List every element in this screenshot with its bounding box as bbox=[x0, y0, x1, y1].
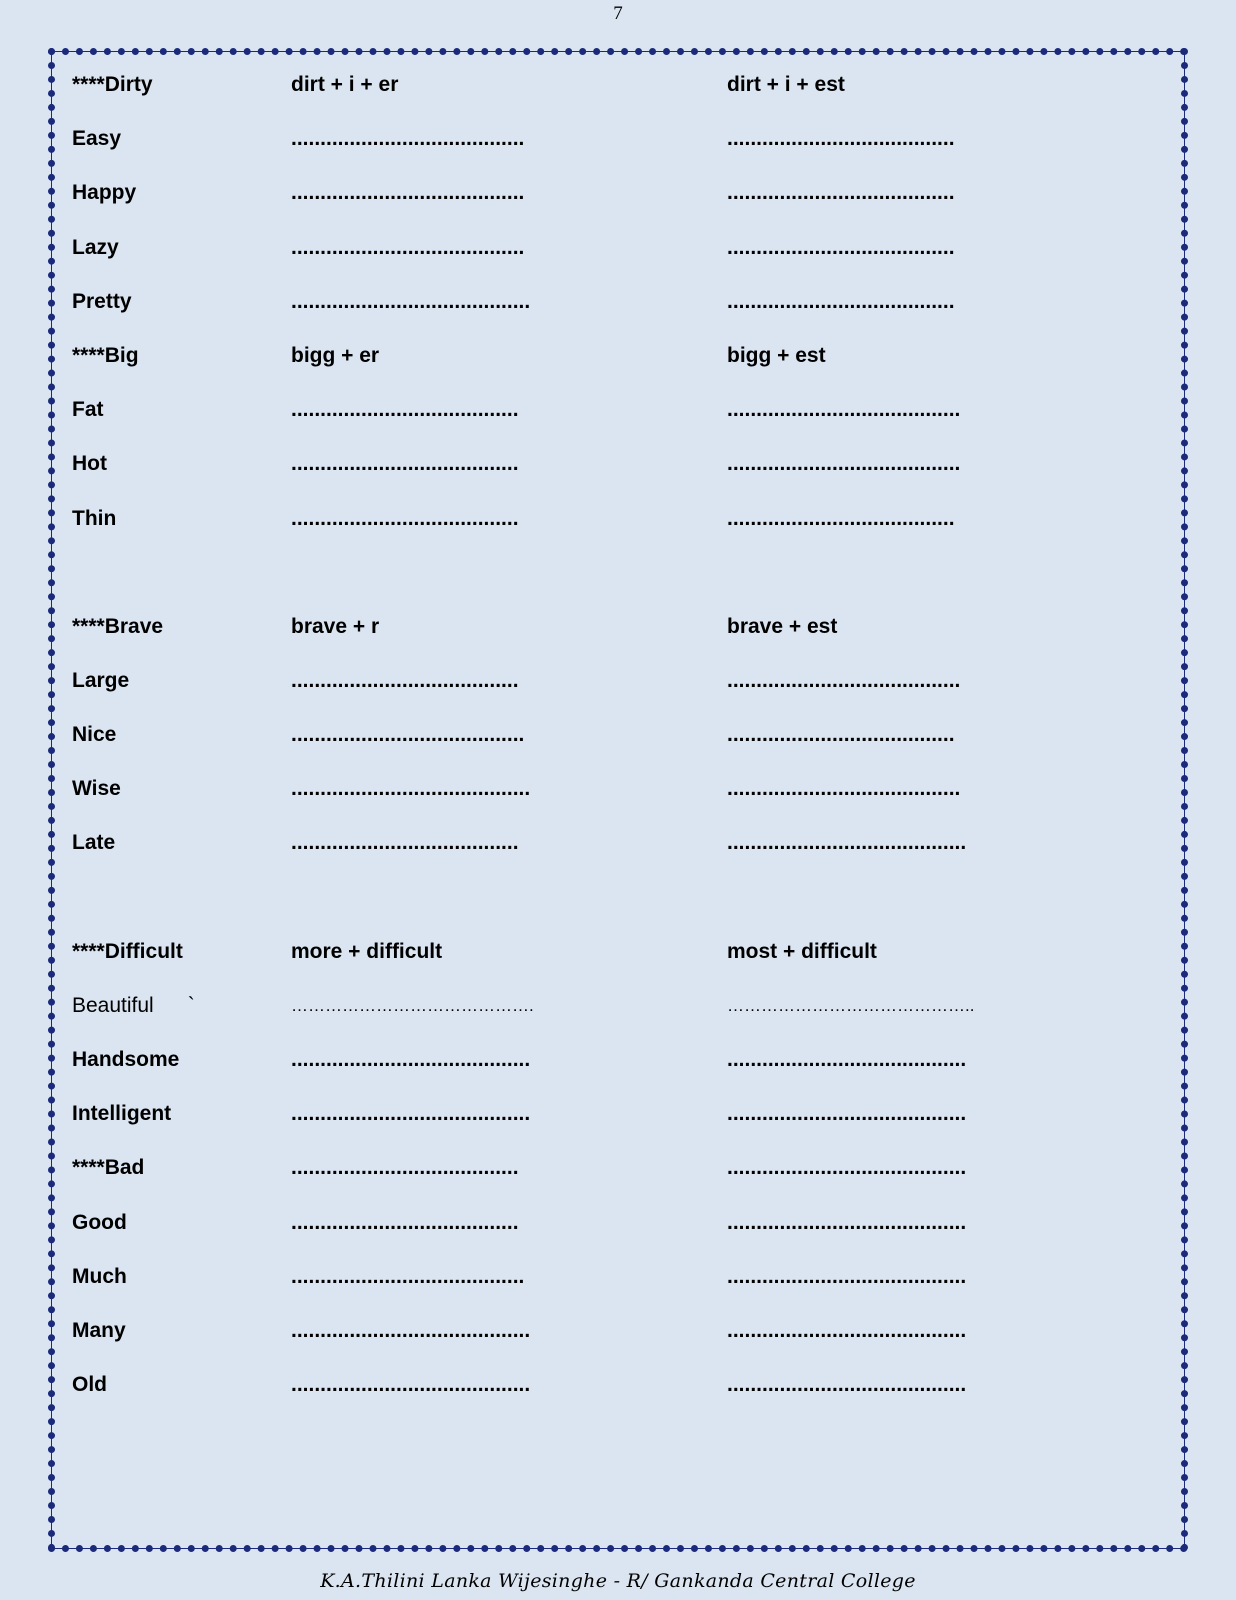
table-row-nice bbox=[72, 720, 1152, 774]
stray-mark: ` bbox=[187, 993, 195, 1017]
superlative-blank: ....................................... bbox=[727, 289, 955, 313]
superlative-blank: ......................................... bbox=[727, 1156, 967, 1180]
word-cell: Thin bbox=[72, 506, 117, 530]
word-cell: Fat bbox=[72, 398, 104, 422]
word-cell: Easy bbox=[72, 127, 122, 151]
superlative-blank: ....................................... bbox=[727, 235, 955, 259]
word-cell: Late bbox=[72, 831, 116, 855]
word-cell bbox=[72, 991, 195, 1021]
comparative-blank: ....................................... bbox=[291, 1156, 519, 1180]
word-cell: Good bbox=[72, 1210, 127, 1234]
table-row-much bbox=[72, 1262, 1152, 1316]
comparative-blank: ......................................... bbox=[291, 289, 531, 313]
superlative-blank: ......................................... bbox=[727, 1264, 967, 1288]
word-cell: Many bbox=[72, 1318, 126, 1342]
table-row-handsome bbox=[72, 1045, 1152, 1099]
word-cell: ****Difficult bbox=[72, 939, 183, 963]
comparative-blank: ....................................... bbox=[291, 668, 519, 692]
superlative-blank: ......................................... bbox=[727, 1048, 967, 1071]
word-text: Beautiful bbox=[72, 993, 154, 1017]
word-cell: Much bbox=[72, 1264, 127, 1288]
table-row-good bbox=[72, 1208, 1152, 1262]
superlative-cell: most + difficult bbox=[727, 939, 877, 963]
superlative-blank: ......................................... bbox=[727, 1318, 967, 1342]
word-cell: ****Big bbox=[72, 343, 139, 367]
table-row-lazy bbox=[72, 233, 1152, 287]
word-cell: Pretty bbox=[72, 289, 132, 313]
table-row-old bbox=[72, 1370, 1152, 1424]
superlative-blank: ........................................ bbox=[727, 398, 961, 422]
word-cell: Large bbox=[72, 668, 130, 692]
comparative-blank: ……………………………………. bbox=[291, 995, 534, 1015]
superlative-blank: ......................................... bbox=[727, 831, 967, 855]
table-row-happy bbox=[72, 178, 1152, 232]
word-cell: Intelligent bbox=[72, 1102, 172, 1126]
superlative-blank: ....................................... bbox=[727, 723, 955, 747]
comparative-cell: bigg + er bbox=[291, 343, 380, 367]
table-row-fat bbox=[72, 395, 1152, 449]
comparison-table bbox=[72, 70, 1152, 1424]
comparative-blank: ........................................ bbox=[291, 127, 525, 151]
word-cell: Happy bbox=[72, 181, 137, 205]
superlative-blank: ......................................... bbox=[727, 1210, 967, 1234]
table-row-thin bbox=[72, 504, 1152, 558]
word-cell: Wise bbox=[72, 777, 121, 801]
superlative-blank: ........................................ bbox=[727, 452, 961, 476]
page-number: 7 bbox=[613, 3, 623, 24]
table-row-hot bbox=[72, 449, 1152, 503]
comparative-blank: ........................................ bbox=[291, 235, 525, 259]
word-cell: Hot bbox=[72, 452, 107, 476]
comparative-cell: brave + r bbox=[291, 614, 380, 638]
word-cell: Lazy bbox=[72, 235, 119, 259]
superlative-cell: bigg + est bbox=[727, 343, 826, 367]
comparative-blank: ......................................... bbox=[291, 1048, 531, 1071]
superlative-blank: …………………………………….. bbox=[727, 995, 975, 1015]
table-row-dirty bbox=[72, 70, 1152, 124]
superlative-blank: ......................................... bbox=[727, 1102, 967, 1126]
superlative-blank: ....................................... bbox=[727, 506, 955, 530]
comparative-blank: ....................................... bbox=[291, 398, 519, 422]
table-row-many bbox=[72, 1316, 1152, 1370]
superlative-blank: ....................................... bbox=[727, 181, 955, 205]
table-row-easy bbox=[72, 124, 1152, 178]
table-row-difficult bbox=[72, 937, 1152, 991]
table-row-late bbox=[72, 828, 1152, 882]
comparative-blank: ......................................... bbox=[291, 777, 531, 801]
word-cell: ****Brave bbox=[72, 614, 164, 638]
comparative-blank: ......................................... bbox=[291, 1373, 531, 1397]
word-cell: ****Bad bbox=[72, 1156, 145, 1180]
comparative-blank: ........................................ bbox=[291, 181, 525, 205]
table-row-wise bbox=[72, 774, 1152, 828]
superlative-blank: ........................................ bbox=[727, 777, 961, 801]
table-row-big bbox=[72, 341, 1152, 395]
comparative-blank: ....................................... bbox=[291, 506, 519, 530]
superlative-blank: ......................................... bbox=[727, 1373, 967, 1397]
superlative-cell: brave + est bbox=[727, 614, 838, 638]
table-row-brave bbox=[72, 612, 1152, 666]
comparative-cell: dirt + i + er bbox=[291, 73, 399, 96]
table-row-large bbox=[72, 666, 1152, 720]
superlative-blank: ........................................ bbox=[727, 668, 961, 692]
comparative-blank: ......................................... bbox=[291, 1102, 531, 1126]
footer-author-school: K.A.Thilini Lanka Wijesinghe - R/ Gankanda Central College bbox=[320, 1570, 916, 1592]
superlative-blank: ....................................... bbox=[727, 127, 955, 151]
table-row-intelligent bbox=[72, 1099, 1152, 1153]
superlative-cell: dirt + i + est bbox=[727, 73, 845, 96]
word-cell: Nice bbox=[72, 723, 117, 747]
table-row-pretty bbox=[72, 287, 1152, 341]
comparative-blank: ....................................... bbox=[291, 1210, 519, 1234]
comparative-cell: more + difficult bbox=[291, 939, 443, 963]
table-row-bad bbox=[72, 1153, 1152, 1207]
comparative-blank: ....................................... bbox=[291, 452, 519, 476]
comparative-blank: ........................................ bbox=[291, 1264, 525, 1288]
word-cell: ****Dirty bbox=[72, 73, 153, 96]
comparative-blank: ........................................ bbox=[291, 723, 525, 747]
word-cell: Old bbox=[72, 1373, 107, 1397]
comparative-blank: ......................................... bbox=[291, 1318, 531, 1342]
word-cell: Handsome bbox=[72, 1048, 180, 1071]
table-row-beautiful bbox=[72, 991, 1152, 1045]
comparative-blank: ....................................... bbox=[291, 831, 519, 855]
